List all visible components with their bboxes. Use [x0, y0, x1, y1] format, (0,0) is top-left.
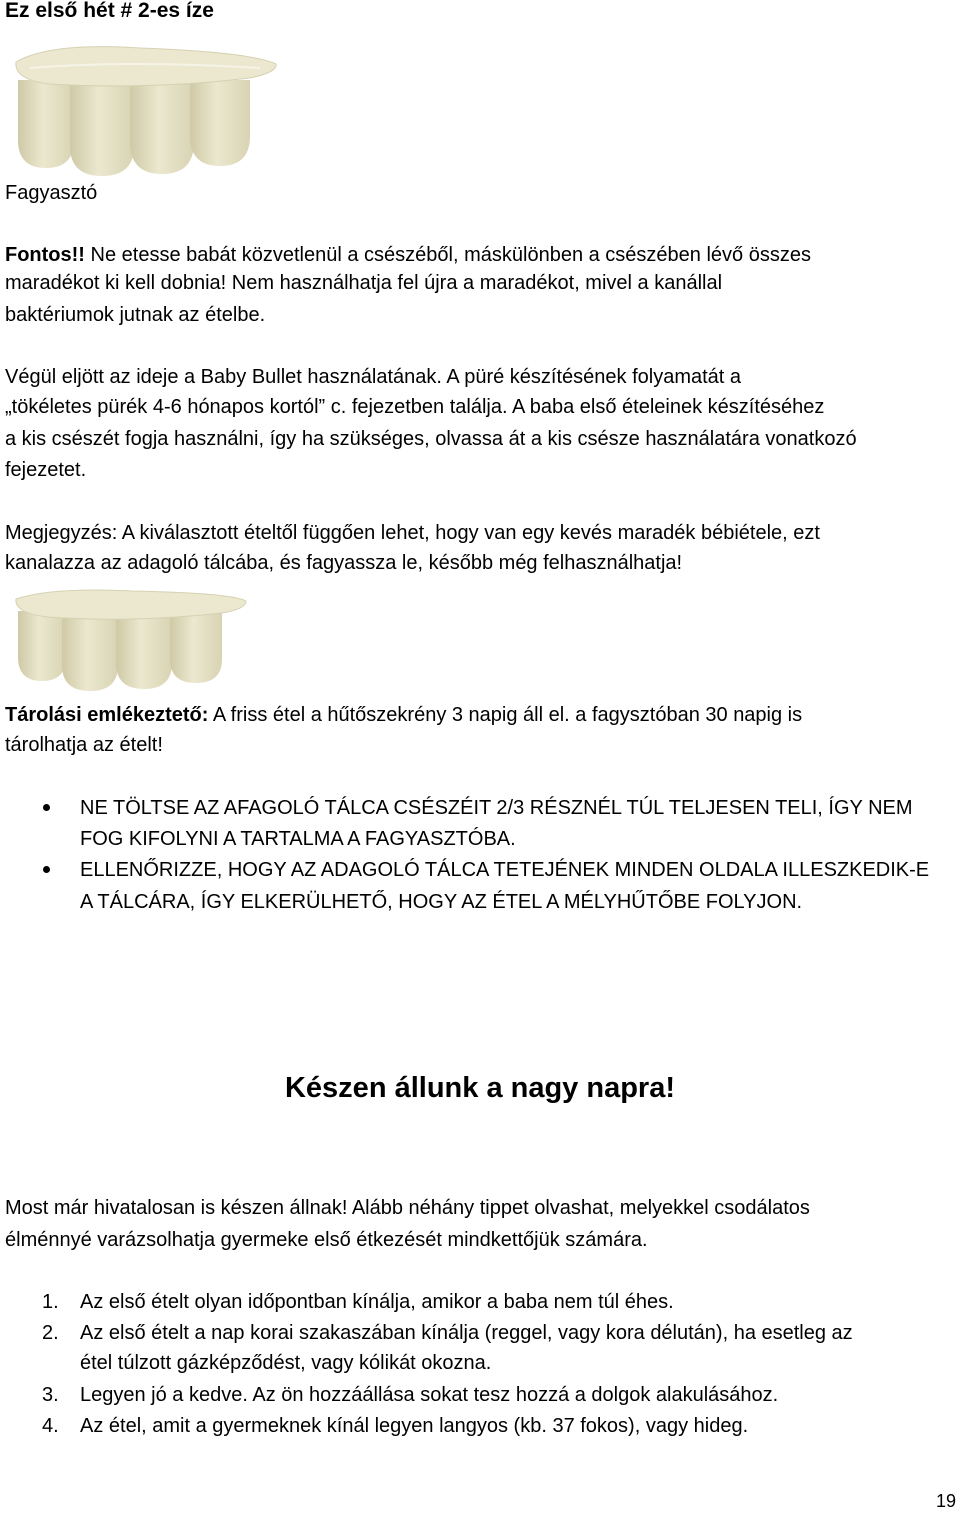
storage-text-1: A friss étel a hűtőszekrény 3 napig áll el. a fagysztóban 30 napig is: [208, 704, 803, 726]
intro-line-2: élménnyé varázsolhatja gyermeke első étkezését mindkettőjük számára.: [5, 1229, 648, 1251]
tip-2-line-1: Az első ételt a nap korai szakaszában kínálja (reggel, vagy kora délután), ha esetleg az: [80, 1322, 853, 1344]
bullet-2-line-2: A TÁLCÁRA, ÍGY ELKERÜLHETŐ, HOGY AZ ÉTEL A MÉLYHŰTŐBE FOLYJON.: [80, 891, 803, 913]
tip-2-line-2: étel túlzott gázképződést, vagy kólikát okozna.: [80, 1352, 492, 1374]
bullet-1-line-2: FOG KIFOLYNI A TARTALMA A FAGYASZTÓBA.: [80, 828, 516, 850]
image-caption: Fagyasztó: [5, 182, 98, 204]
page-title: Ez első hét # 2-es íze: [5, 0, 214, 22]
section-heading: Készen állunk a nagy napra!: [284, 1072, 675, 1104]
storage-label: Tárolási emlékeztető:: [5, 704, 209, 726]
tip-3-line-1: Legyen jó a kedve. Az ön hozzáállása sokat tesz hozzá a dolgok alakulásához.: [80, 1384, 779, 1406]
para1-line-2: „tökéletes pürék 4-6 hónapos kortól” c. fejezetben találja. A baba első ételeinek készítéséhez: [5, 396, 825, 418]
important-label: Fontos!!: [5, 244, 85, 266]
bullet-1-line-1: NE TÖLTSE AZ AFAGOLÓ TÁLCA CSÉSZÉIT 2/3 RÉSZNÉL TÚL TELJESEN TELI, ÍGY NEM: [80, 797, 913, 819]
important-line-2: maradékot ki kell dobnia! Nem használhatja fel újra a maradékot, mivel a kanállal: [5, 272, 723, 294]
storage-line-1: [5, 700, 802, 730]
tip-number: 4.: [42, 1415, 59, 1437]
storage-line-2: tárolhatja az ételt!: [5, 734, 163, 756]
bullet-dot: [43, 866, 50, 873]
para1-line-3: a kis csészét fogja használni, így ha szükséges, olvassa át a kis csésze használatára vonatkozó: [5, 428, 857, 450]
tip-number: 2.: [42, 1322, 59, 1344]
note-line-2: kanalazza az adagoló tálcába, és fagyassza le, később még felhasználhatja!: [5, 552, 683, 574]
tip-number: 3.: [42, 1384, 59, 1406]
note-line-1: Megjegyzés: A kiválasztott ételtől függően lehet, hogy van egy kevés maradék bébiétele, ezt: [5, 522, 820, 544]
important-line-3: baktériumok jutnak az ételbe.: [5, 304, 266, 326]
para1-line-1: Végül eljött az ideje a Baby Bullet használatának. A püré készítésének folyamatát a: [5, 366, 742, 388]
bullet-2-line-1: ELLENŐRIZZE, HOGY AZ ADAGOLÓ TÁLCA TETEJÉNEK MINDEN OLDALA ILLESZKEDIK-E: [80, 859, 930, 881]
tip-number: 1.: [42, 1291, 59, 1313]
para1-line-4: fejezetet.: [5, 459, 87, 481]
page-number: 19: [935, 1491, 956, 1511]
tip-4-line-1: Az étel, amit a gyermeknek kínál legyen langyos (kb. 37 fokos), vagy hideg.: [80, 1415, 749, 1437]
freezer-tray-image: [10, 28, 280, 180]
tip-1-line-1: Az első ételt olyan időpontban kínálja, amikor a baba nem túl éhes.: [80, 1291, 674, 1313]
intro-line-1: Most már hivatalosan is készen állnak! Alább néhány tippet olvashat, melyekkel csodálatos: [5, 1197, 810, 1219]
important-line-1: [5, 240, 811, 270]
adagolo-tray-image: [12, 585, 248, 695]
important-text-1: Ne etesse babát közvetlenül a csészéből, máskülönben a csészében lévő összes: [84, 244, 811, 266]
bullet-dot: [43, 804, 50, 811]
